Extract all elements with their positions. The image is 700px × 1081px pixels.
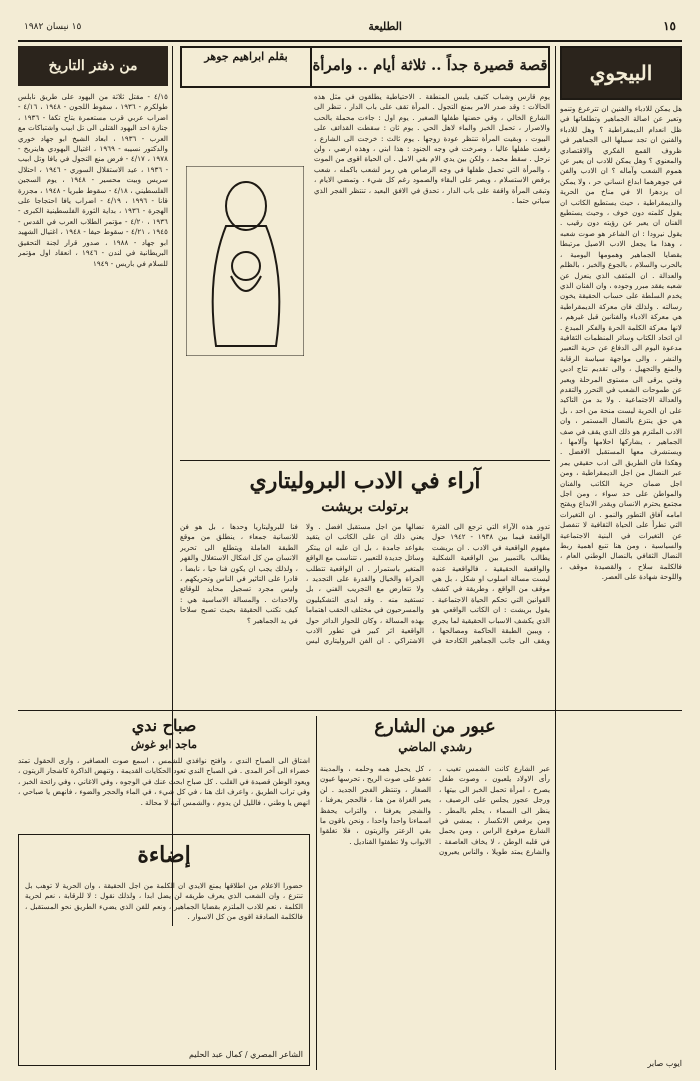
poem-title: صباح ندي [131, 716, 197, 735]
poem-title: عبور من الشارع [374, 716, 496, 737]
column-author: ايوب صابر [647, 1059, 682, 1068]
publication-name: الطليعة [368, 20, 402, 33]
poem-author: ماجد ابو غوش [130, 738, 198, 751]
article-body: تدور هذه الآراء التي ترجع الى الفترة الواقعة فيما بين ١٩٣٨ - ١٩٤٢ حول مفهوم الواقعية في الادب . ان بريشت يطالب بالتمييز بين الواقعية الشكلية والواقعية الحقيقية ، فالواقعية عنده ليست مسالة اسلوب او شكل ، بل هي موقف من الواقع ، وطريقة في كشف القوانين التي تحكم الحياة الاجتماعية . يقول بريشت : ان الكاتب الواقعي هو الذي يكشف الاسباب الحقيقية لما يجري ، ويبين الطبقة الحاكمة ومصالحها ، ويقف الى جانب الجماهير الكادحة في نضالها من اجل مستقبل افضل . ولا يعني ذلك ان على الكاتب ان يتقيد بقواعد جامدة ، بل ان عليه ان يبتكر وسائل جديدة للتعبير ، تتناسب مع الواقع المتغير باستمرار . ان الواقعية تتطلب الجراة والخيال والقدرة على التجديد ، ولا تتعارض مع التجريب الفني ، بل تستفيد منه . وقد ابدى التشكيليون والمسرحيون في مختلف الحقب اهتماما بهذه المسالة ، وكان للحوار الدائر حول الواقعية اثر كبير في تطور الادب الاشتراكي . ان الفن البروليتاري ليس فنا للبروليتاريا وحدها ، بل هو فن للانسانية جمعاء ، ينطلق من موقع الطبقة العاملة ويتطلع الى تحرير الانسان من كل اشكال الاستغلال والقهر ، ولذلك يجب ان يكون فنا حيا ، نابضا ، قادرا على التاثير في الناس وتحريكهم ، وليس مجرد تسجيل محايد للوقائع والاحداث . والمسالة الاساسية هي : كيف نكتب الحقيقة بحيث تصبح سلاحا في يد الجماهير ؟ [180, 522, 550, 646]
article-title: آراء في الادب البروليتاري [249, 468, 481, 494]
announcement-title: إضاءة [137, 842, 191, 868]
announcement-box [18, 834, 310, 1066]
column-divider [555, 46, 556, 1070]
poem-body: اشتاق الى الصباح الندي ، وافتح نوافذي للشمس ، اسمع صوت العصافير ، وارى الحقول تمتد خضراء الى آخر المدى . في الصباح الندي تعود الحكايات القديمة ، وتنهض الذاكرة كاشجار الزيتون ، ويعود الوطن قصيدة في القلب . كل صباح ابحث عنك في الوجوه ، وفي الاغاني ، وفي رائحة الخبز ، وفي تراب الطريق ، واعرف انك هنا ، في كل شيء ، في الماء والحجر والضوء ، فانهض يا صباحي ، انهض يا وطني ، فالليل لن يدوم ، والشمس آتية لا محالة . [18, 756, 310, 807]
announcement-body: حضورا الاعلام من اطلاقها يمنع الايدي ان الكلمة من اجل الحقيقة ، وان الحرية لا توهب بل تنتزع ، وان الشعب الذي يعرف طريقه لن يضل ابدا ، ولذلك نقول : لا للرقابة ، نعم لحرية الكلمة ، نعم للادب الملتزم بقضايا الجماهير ، ونعم للفن الذي يضيء الطريق نحو المستقبل ، فالكلمة الصادقة اقوى من كل الاسوار . [25, 881, 303, 922]
article-subtitle: برتولت بريشت [321, 499, 409, 515]
newspaper-page [18, 10, 682, 1072]
section-rule [18, 710, 682, 711]
page-header [18, 10, 682, 42]
story-byline: بقلم ابراهيم جوهر [180, 46, 312, 88]
page-number: ١٥ [663, 19, 676, 33]
short-story [180, 46, 550, 456]
poem-street [320, 716, 550, 1070]
poem-body: عبر الشارع كانت الشمس تغيب ، رأى الاولاد يلعبون ، وصوت طفل يصرخ ، امرأة تحمل الخبز الى بيتها ، ورجل عجوز يجلس على الرصيف ، ينظر الى السماء ، يحلم بالمطر . ومن يرفض الانكسار ، يمشي في الشارع مرفوع الراس ، ومن يحمل في قلبه الوطن ، لا يخاف العاصفة . والشارع يمتد طويلا ، والناس يعبرون ، كل يحمل همه وحلمه ، والمدينة تغفو على صوت الريح ، تحرسها عيون الصغار ، وتنتظر الفجر الجديد . لن يعبر الغزاة من هنا ، فالحجر يعرفنا ، والشجر يعرفنا ، والتراب يحفظ اسماءنا واحدا واحدا ، ونحن باقون ما بقي الزعتر والزيتون ، فلا تغلقوا الابواب ولا تطفئوا القناديل . [320, 764, 550, 857]
announcement-signature: الشاعر المصري / كمال عبد الحليم [188, 1050, 303, 1059]
history-body: ٤/١٥ - مقتل ثلاثة من اليهود على طريق نابلس طولكرم - ١٩٣٦ ، سقوط اللجون - ١٩٤٨ ، ٤/١٦ - اضراب عربي قرب مستعمرة بتاح تكفا - ١٩٣٦ ، جنازة احد اليهود القتلى الى تل ابيب واشتباكات مع العرب - ١٩٣٦ ، ابعاد الشيخ ابو جهاد خوري والدكتور نسيبه - ١٩٦٩ ، اغتيال اليهودي هاينريخ - ١٩٧٨ ، ٤/١٧ - فرض منع التجول في يافا وتل ابيب - ١٩٣٦ ، عيد الاستقلال السوري - ١٩٤٦ ، احتلال سريس وبيت محسير - ١٩٤٨ ، يوم السجين الفلسطيني ، ٤/١٨ - سقوط طبريا - ١٩٤٨ ، مجزرة قانا - ١٩٩٦ ، ٤/١٩ - اضراب يافا احتجاجا على الهجرة - ١٩٣٦ ، بداية الثورة الفلسطينية الكبرى - ١٩٣٦ ، ٤/٢٠ - مؤتمر الطلاب العرب في القدس - ١٩٤٥ ، ٤/٢١ - سقوط حيفا - ١٩٤٨ ، اغتيال الشهيد ابو جهاد - ١٩٨٨ ، صدور قرار لجنة التحقيق البريطانية في لندن - ١٩٤٦ ، انعقاد اول مؤتمر للسلام في باريس - ١٩٤٩ [18, 92, 168, 268]
mother-child-illustration [186, 166, 304, 356]
column-divider [316, 716, 317, 1070]
story-title: قصة قصيرة جداً .. ثلاثة أيام .. وامرأة [310, 46, 550, 88]
issue-date: ١٥ نيسان ١٩٨٢ [24, 22, 82, 32]
poem-morning [18, 716, 310, 826]
poem-author: رشدي الماضي [398, 740, 472, 754]
column-right [560, 46, 682, 1070]
story-body: يوم قارس وشباب كثيف يلبس المنطقة . الاحتياطية يطلقون في مثل هذه الحالات : وقد صدر الامر بمنع التجول . المرأة تقف على باب الدار ، تنظر الى الشارع الخالي ، وفي حضنها طفلها الصغير . يوم اول : جاءت محملة بالحب والاصرار ، تحمل الخبز والماء لاهل الحي . يوم ثان : سقطت القذائف على البيوت ، وبقيت المرأة تنتظر عودة زوجها . يوم ثالث : خرجت الى الشارع ، رفعت طفلها عاليا ، وصرخت في وجه الجنود : هذا ابني ، وهذه ارضي ، ولن نرحل . سقط محمد ، ولكن بين يدي الام بقي الامل . ان الحياة اقوى من الموت ، والمرأة التي تحمل طفلها في وجه الرصاص هي رمز لشعب باكمله ، شعب يرفض الاستسلام ، ويصر على البقاء والصمود رغم كل شيء . وتمضي الايام ، وتبقى المرأة واقفة على باب الدار ، تحدق في الافق البعيد ، تنتظر الفجر الذي سياتي حتما . [314, 92, 550, 206]
article [180, 466, 550, 708]
column-logo: البيجوي [560, 46, 682, 100]
column-body: هل يمكن للادباء والفنين ان تترعرع وتنمو وتعبر عن اصالة الجماهير وتطلعاتها في ظل انعدام الديمقراطية ؟ وهل للادباء والفنين ان تجد سبيلها الى الجماهير في ظروف القمع الفكري والاقتصادي والمعنوي ؟ وهل يمكن للادب ان يعبر عن هموم الشعب وآماله ؟ ان الادب والفن في جوهرهما ابداع انساني حر ، ولا يمكن ان يزدهرا الا في مناخ من الحرية والديمقراطية ، حيث يستطيع الكاتب ان يقول كلمته دون خوف ، وحيث يستطيع الفنان ان يعبر عن رؤيته دون رقيب . يقول نيرودا : ان الشاعر هو صوت شعبه ، وهذا ما يجعل الادب الاصيل مرتبطا بقضايا الجماهير وهمومها اليومية ، بالحرب والسلام ، بالجوع والخبز ، بالظلم والعدالة . ان المثقف الذي ينعزل عن شعبه يفقد مبرر وجوده ، وان الفنان الذي يخدم السلطة على حساب الحقيقة يخون رسالته . ولذلك فان معركة الديمقراطية هي معركة الادباء والفنانين قبل غيرهم ، لانها معركة الكلمة الحرة والفكر المبدع . ان اتحاد الكتاب وسائر المنظمات الثقافية مدعوة اليوم الى الدفاع عن حرية التعبير والنشر ، والى مواجهة سياسة الرقابة والمنع والتجهيل ، والى تقديم نتاج ادبي وفني يرقى الى مستوى المرحلة ويعبر عن طموحات الشعب في التحرر والتقدم والعدالة الاجتماعية . ولا بد من التاكيد على ان الحرية ليست منحة من احد ، بل هي حق ينتزع بالنضال المستمر ، وان الادب الملتزم هو ذلك الذي يقف في صف الجماهير ، يشاركها احلامها وآلامها ، ويستشرف معها المستقبل الافضل . وهكذا فان الطريق الى ادب حقيقي يمر عبر النضال من اجل الديمقراطية ، ومن اجل ضمان حرية الكاتب والفنان والمواطن على حد سواء ، ومن اجل مجتمع يحترم الانسان ويقدر الابداع ويفتح امامه آفاق التطور والنمو . ان التغيرات التي تطرأ على الحياة الثقافية لا تنفصل عن التغيرات في البنية الاجتماعية والسياسية ، ومن هنا تنبع اهمية ربط النضال الثقافي بالنضال الوطني العام ، فالكلمة سلاح ، والقصيدة موقف ، واللوحة شهادة على العصر. [560, 104, 682, 582]
section-rule [180, 460, 550, 461]
history-logo: من دفتر التاريخ [18, 46, 168, 86]
